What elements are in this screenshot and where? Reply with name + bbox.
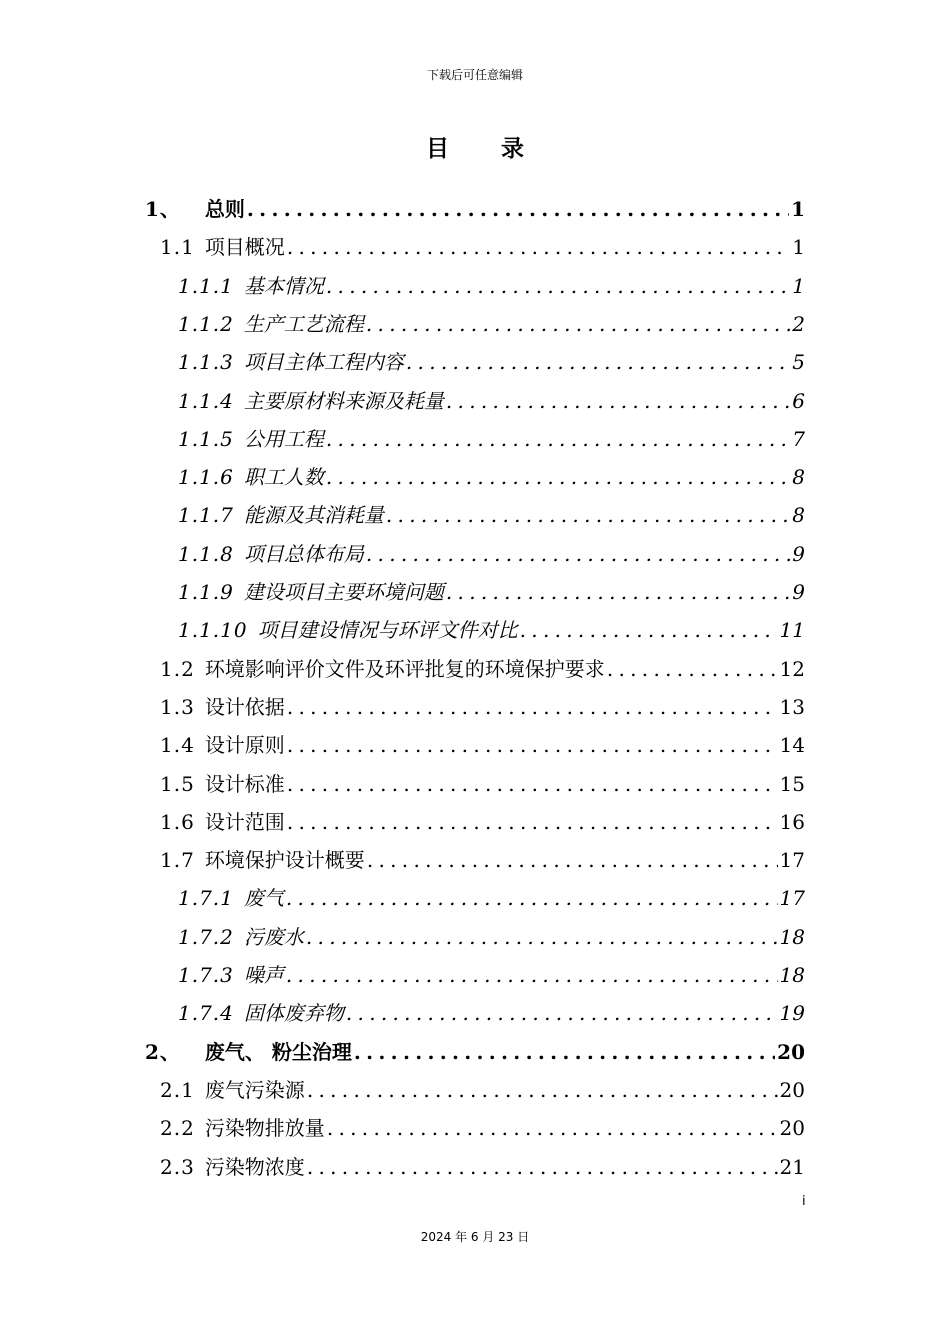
toc-entry-title: 生产工艺流程 [243, 311, 364, 336]
toc-dot-leader [607, 650, 778, 688]
toc-entry-title: 固体废弃物 [243, 1001, 344, 1026]
toc-entry-number: 1.7.4 [178, 1001, 234, 1026]
toc-entry-title: 设计原则 [204, 733, 285, 758]
toc-dot-leader [286, 879, 778, 917]
toc-entry-number: 1.1.6 [178, 465, 234, 490]
toc-entry-title: 职工人数 [243, 465, 324, 490]
toc-entry-page: 9 [792, 580, 805, 604]
toc-entry-title: 污废水 [243, 924, 304, 949]
toc-entry[interactable] [178, 382, 805, 420]
toc-dot-leader [326, 458, 790, 496]
toc-entry-title: 基本情况 [243, 273, 324, 298]
toc-entry-number: 1.7.1 [178, 886, 234, 911]
toc-entry-page: 8 [792, 503, 805, 528]
toc-entry[interactable] [160, 1071, 805, 1109]
toc-entry-page: 8 [792, 465, 805, 490]
toc-dot-leader [446, 382, 790, 420]
toc-entry[interactable] [160, 1109, 805, 1147]
toc-entry-number: 1.1.8 [178, 541, 234, 566]
toc-entry-title: 环境影响评价文件及环评批复的环境保护要求 [204, 656, 605, 681]
toc-dot-leader [307, 1071, 778, 1109]
toc-dot-leader [346, 994, 778, 1032]
page-header: 下载后可任意编辑 [426, 68, 523, 82]
toc-dot-leader [287, 765, 778, 803]
toc-entry[interactable] [178, 956, 805, 994]
toc-entry-page: 21 [779, 1154, 805, 1179]
toc-entry-page: 9 [792, 541, 805, 566]
toc-entry-title: 设计范围 [204, 809, 285, 834]
toc-entry-number: 1.7 [160, 848, 195, 873]
toc-entry[interactable] [160, 228, 805, 266]
toc-dot-leader [307, 1148, 778, 1186]
toc-entry[interactable] [178, 458, 805, 496]
toc-entry[interactable] [178, 496, 805, 534]
toc-entry-page: 15 [779, 771, 805, 796]
toc-entry-page: 18 [779, 924, 805, 949]
toc-entry-number: 1.1.1 [178, 273, 234, 298]
toc-entry-page: 7 [792, 426, 805, 451]
toc-entry-number: 2.3 [160, 1154, 195, 1179]
toc-entry[interactable] [178, 573, 805, 611]
toc-entry-title: 噪声 [243, 963, 284, 987]
toc-entry-title: 项目主体工程内容 [243, 350, 404, 375]
toc-entry-title: 环境保护设计概要 [204, 848, 365, 873]
toc-entry-number: 1.1 [160, 235, 195, 260]
toc-dot-leader [446, 573, 790, 611]
toc-entry-number: 1.7.3 [178, 963, 234, 987]
toc-entry-page: 16 [779, 809, 805, 834]
toc-entry-number: 1.1.10 [178, 618, 248, 643]
toc-entry-page: 18 [779, 963, 805, 987]
toc-entry[interactable] [178, 420, 805, 458]
toc-entry-title: 污染物排放量 [204, 1116, 325, 1141]
toc-entry-number: 1.1.3 [178, 350, 234, 375]
toc-entry-title: 设计依据 [204, 694, 285, 719]
toc-entry-number: 2.2 [160, 1116, 195, 1141]
toc-entry[interactable] [178, 611, 805, 649]
toc-entry-page: 12 [779, 656, 805, 681]
toc-entry-page: 6 [792, 388, 805, 413]
toc-entry-page: 1 [792, 273, 805, 298]
toc-dot-leader [247, 190, 789, 228]
toc-dot-leader [327, 1109, 778, 1147]
toc-dot-leader [326, 267, 790, 305]
toc-entry-title: 项目概况 [204, 235, 285, 260]
toc-entry-page: 20 [779, 1116, 805, 1141]
toc-entry-page: 19 [779, 1001, 805, 1026]
toc-entry-number: 2、 [145, 1039, 181, 1064]
toc-entry-number: 1、 [145, 197, 181, 221]
toc-entry[interactable] [178, 343, 805, 381]
toc-dot-leader [406, 343, 790, 381]
toc-entry-number: 1.1.2 [178, 311, 234, 336]
toc-dot-leader [326, 420, 790, 458]
toc-entry-number: 1.1.9 [178, 580, 234, 604]
toc-entry-title: 废气 [243, 886, 284, 911]
toc-entry-number: 1.2 [160, 656, 195, 681]
toc-entry-number: 1.7.2 [178, 924, 234, 949]
toc-entry-page: 13 [779, 694, 805, 719]
page-number: i [802, 1194, 806, 1209]
toc-entry-page: 2 [792, 311, 805, 336]
toc-dot-leader [366, 535, 790, 573]
toc-entry-title: 建设项目主要环境问题 [243, 580, 444, 604]
toc-entry-number: 1.5 [160, 771, 195, 796]
toc-dot-leader [286, 956, 778, 994]
toc-entry-page: 17 [779, 848, 805, 873]
toc-entry[interactable] [160, 726, 805, 764]
toc-entry-title: 污染物浓度 [204, 1154, 305, 1179]
toc-entry-page: 1 [792, 235, 805, 260]
toc-entry[interactable] [178, 879, 805, 917]
toc-dot-leader [287, 726, 778, 764]
toc-entry[interactable] [178, 535, 805, 573]
toc-entry-title: 项目总体布局 [243, 541, 364, 566]
toc-entry-title: 主要原材料来源及耗量 [243, 388, 444, 413]
toc-entry-number: 1.1.7 [178, 503, 234, 528]
toc-entry-number: 1.3 [160, 694, 195, 719]
toc-dot-leader [386, 496, 790, 534]
toc-entry-number: 2.1 [160, 1077, 195, 1102]
toc-entry-page: 14 [779, 733, 805, 758]
toc-entry-page: 1 [791, 197, 805, 221]
toc-entry[interactable] [178, 994, 805, 1032]
toc-entry-page: 20 [779, 1077, 805, 1102]
toc-entry-title: 能源及其消耗量 [243, 503, 384, 528]
toc-entry-page: 5 [792, 350, 805, 375]
toc-entry-title: 设计标准 [204, 771, 285, 796]
toc-dot-leader [520, 611, 778, 649]
toc-entry-title: 废气、 粉尘治理 [204, 1039, 352, 1064]
toc-entry[interactable] [178, 918, 805, 956]
toc-title: 目 录 [425, 135, 546, 162]
toc-dot-leader [366, 305, 790, 343]
toc-entry[interactable] [160, 688, 805, 726]
toc-entry-title: 公用工程 [243, 426, 324, 451]
toc-dot-leader [367, 841, 778, 879]
toc-entry-page: 20 [777, 1039, 805, 1064]
toc-entry-number: 1.1.5 [178, 426, 234, 451]
toc-entry[interactable] [145, 1033, 805, 1071]
toc-dot-leader [287, 228, 790, 266]
footer-date: 2024 年 6 月 23 日 [420, 1230, 530, 1244]
toc-entry[interactable] [178, 267, 805, 305]
toc-entry-page: 17 [779, 886, 805, 911]
toc-entry-number: 1.6 [160, 809, 195, 834]
toc-entry-title: 总则 [204, 197, 245, 221]
toc-dot-leader [306, 918, 778, 956]
toc-entry[interactable] [160, 803, 805, 841]
toc-entry[interactable] [160, 650, 805, 688]
toc-entry-number: 1.1.4 [178, 388, 234, 413]
toc-entry[interactable] [160, 1148, 805, 1186]
toc-entry[interactable] [178, 305, 805, 343]
toc-dot-leader [354, 1033, 775, 1071]
toc-entry[interactable] [145, 190, 805, 228]
toc-entry-page: 11 [779, 618, 805, 643]
toc-entry[interactable] [160, 765, 805, 803]
toc-dot-leader [287, 688, 778, 726]
toc-dot-leader [287, 803, 778, 841]
toc-entry-title: 废气污染源 [204, 1077, 305, 1102]
toc-entry-title: 项目建设情况与环评文件对比 [257, 618, 518, 643]
toc-entry-number: 1.4 [160, 733, 195, 758]
toc-entry[interactable] [160, 841, 805, 879]
